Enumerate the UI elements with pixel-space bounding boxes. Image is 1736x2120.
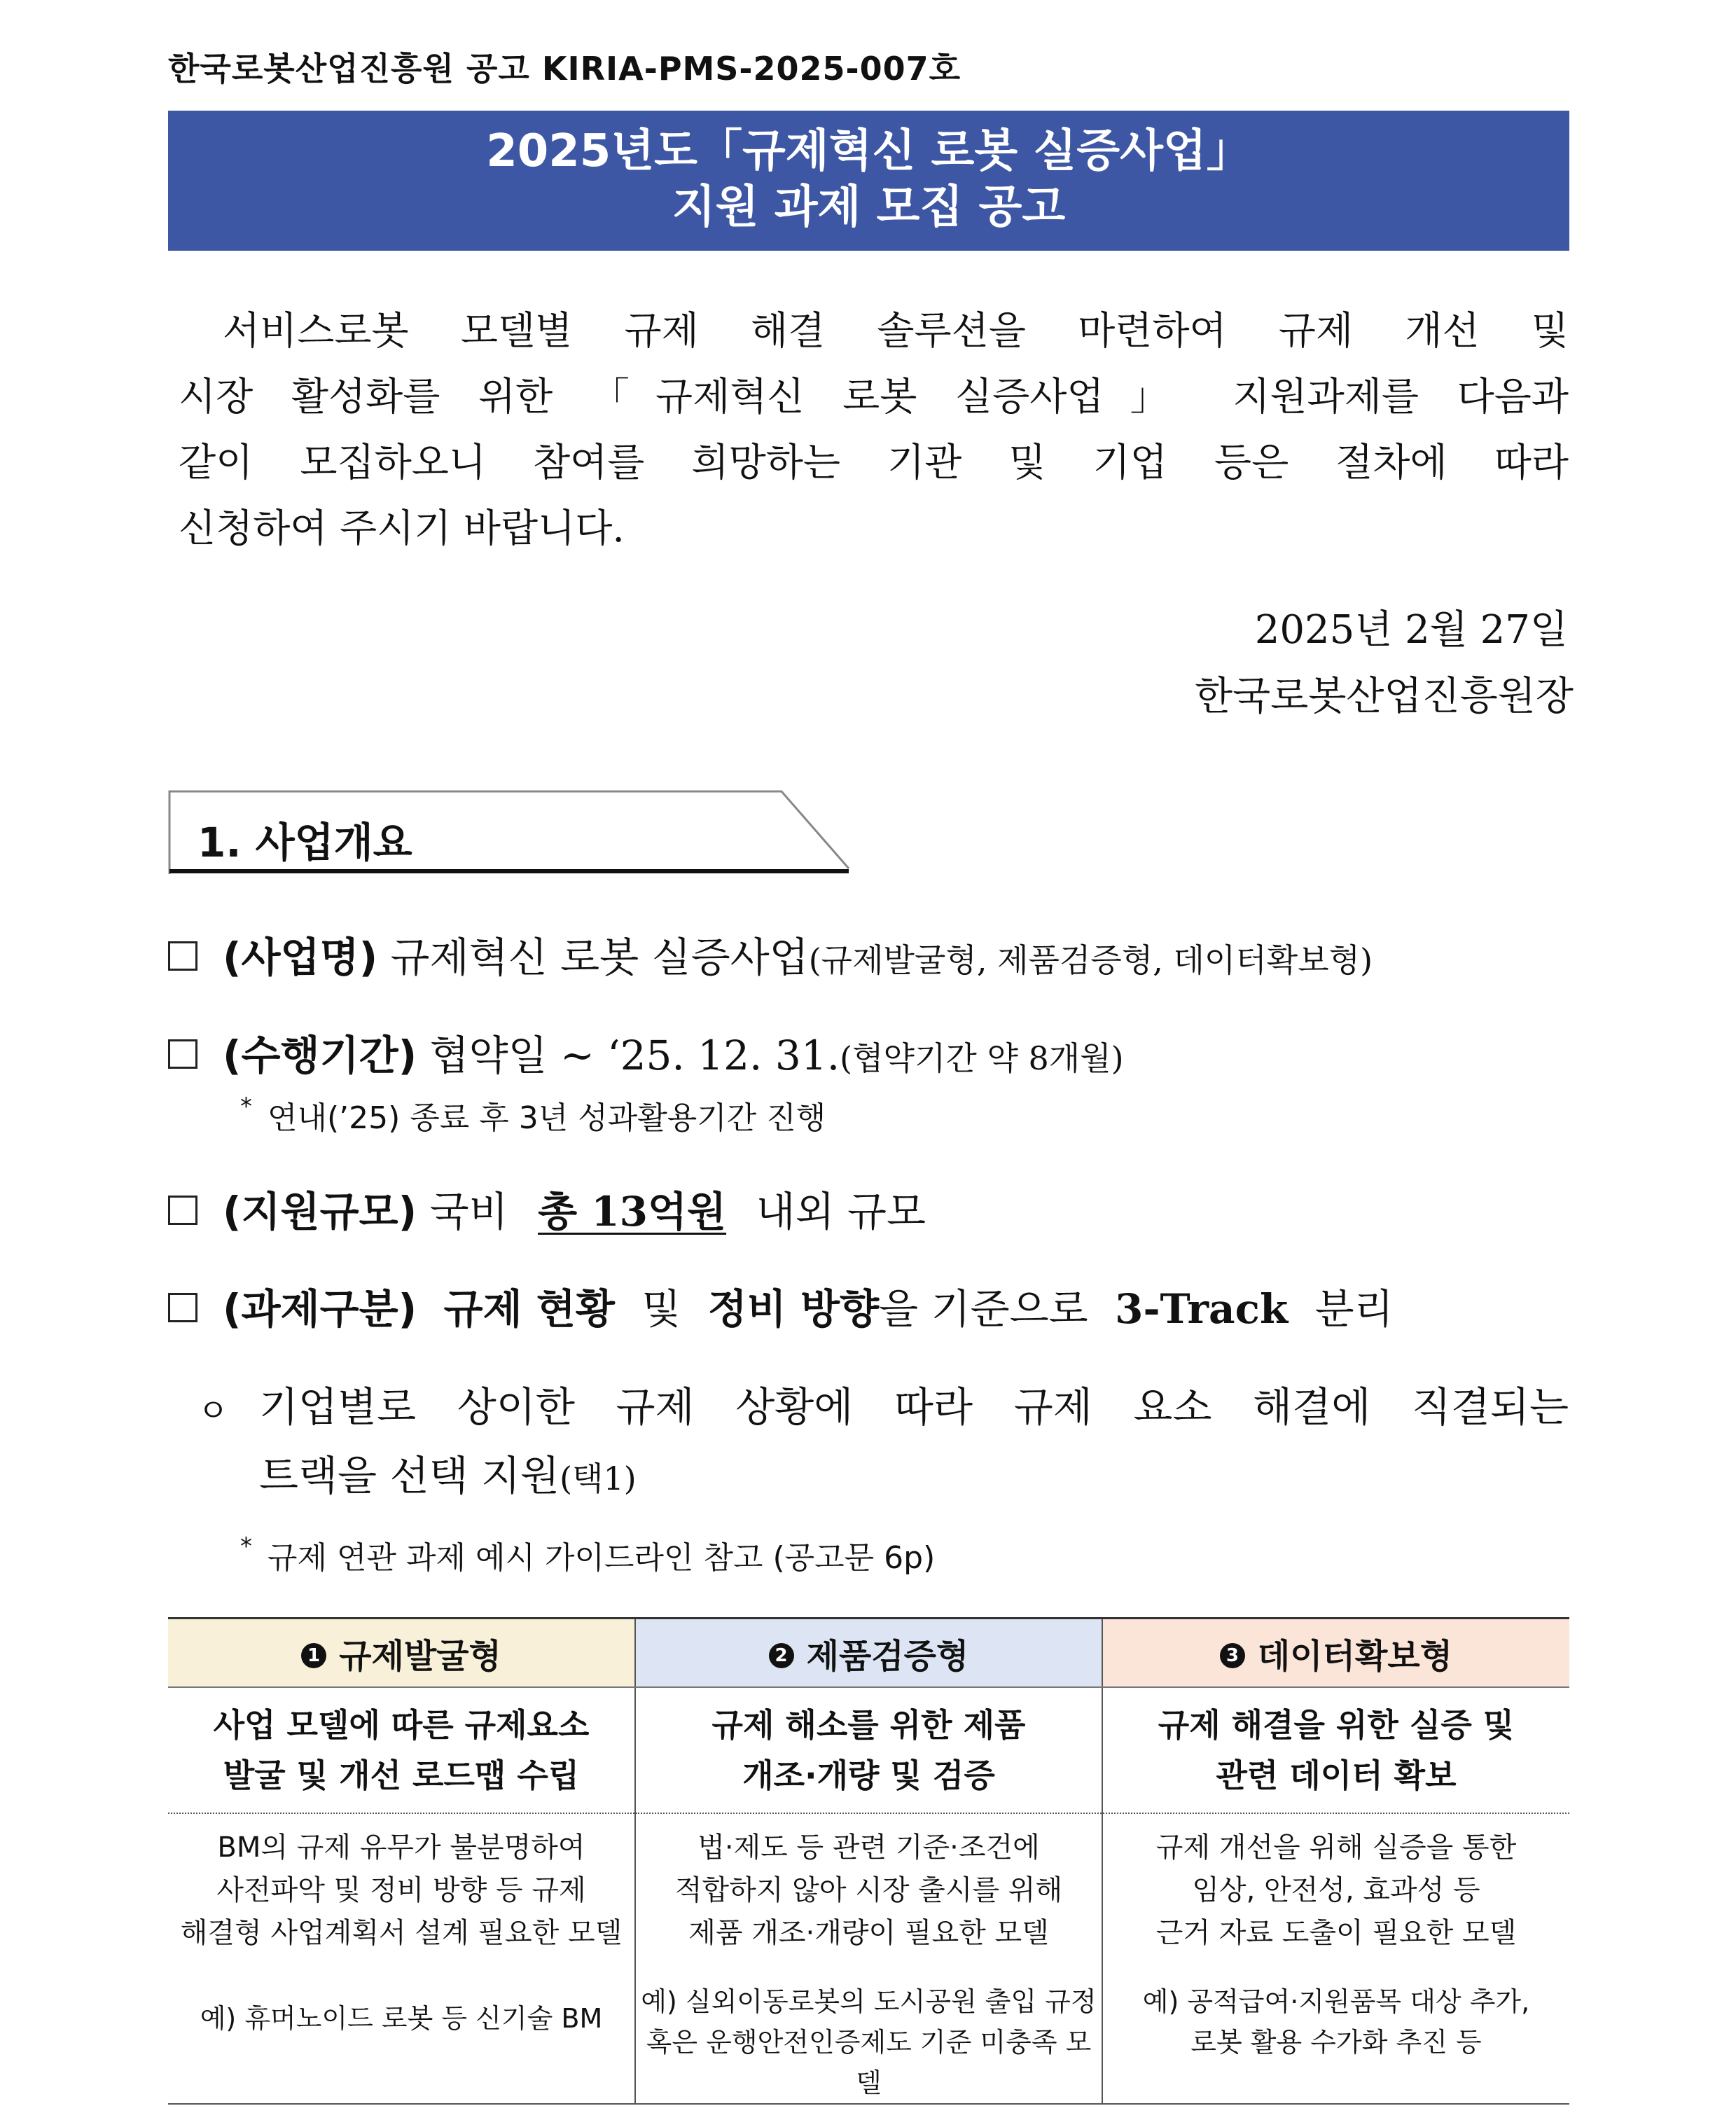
checkbox-square-icon [168, 1293, 197, 1322]
desc-line: 규제 개선을 위해 실증을 통한 [1155, 1831, 1517, 1864]
track-table [168, 1617, 1569, 2105]
summary-line: 발굴 및 개선 로드맵 수립 [223, 1757, 580, 1794]
number-circle-icon: 3 [1220, 1643, 1245, 1668]
desc-line: 임상, 안전성, 효과성 등 [1192, 1874, 1480, 1906]
desc-line: 법·제도 등 관련 기준·조건에 [697, 1831, 1040, 1864]
title-line-1: 2025년도「규제혁신 로봇 실증사업」 [486, 125, 1251, 177]
item-prefix: 국비 [429, 1188, 508, 1235]
item-category [168, 1276, 1394, 1335]
example-line: 로봇 활용 수가화 추진 등 [1190, 2027, 1482, 2058]
summary-line: 개조·개량 및 검증 [742, 1757, 995, 1794]
track-header-1 [168, 1619, 635, 1688]
summary-line: 사업 모델에 따른 규제요소 [213, 1706, 590, 1744]
example-line: 예) 공적급여·지원품목 대상 추가, [1142, 1986, 1530, 2017]
item-bold-2: 정비 방향 [707, 1285, 880, 1333]
example-line: 예) 실외이동로봇의 도시공원 출입 규정 [641, 1986, 1097, 2017]
item-value: 협약일 ~ ‘25. 12. 31. [429, 1032, 840, 1079]
checkbox-square-icon [168, 1196, 197, 1225]
guideline-note [240, 1532, 935, 1577]
intro-line-1: 서비스로봇 모델별 규제 해결 솔루션을 마련하여 규제 개선 및 [223, 308, 1569, 353]
period-note [240, 1093, 826, 1137]
desc-line: BM의 규제 유무가 불분명하여 [217, 1831, 585, 1864]
item-label: (수행기간) [223, 1032, 417, 1079]
item-text: 을 기준으로 [879, 1285, 1088, 1333]
desc-line: 해결형 사업계획서 설계 필요한 모델 [180, 1917, 623, 1949]
sub-bullet-line-1: 기업별로 상이한 규제 상황에 따라 규제 요소 해결에 직결되는 [259, 1383, 1569, 1431]
item-period [168, 1023, 1124, 1081]
sub-bullet-text: 트랙을 선택 지원 [259, 1452, 560, 1499]
track-desc-1 [168, 1813, 635, 2104]
sub-bullet-line-2 [259, 1443, 1569, 1502]
item-amount: 총 13억원 [538, 1188, 727, 1235]
asterisk-icon: * [240, 1532, 252, 1560]
intro-line-2: 시장 활성화를 위한 「규제혁신 로봇 실증사업」 지원과제를 다음과 [179, 374, 1569, 419]
desc-line: 제품 개조·개량이 필요한 모델 [688, 1917, 1049, 1949]
item-detail: (협약기간 약 8개월) [840, 1039, 1124, 1077]
track-summary-1 [168, 1687, 635, 1813]
track-summary-2 [635, 1687, 1102, 1813]
item-bold-1: 규제 현황 [443, 1285, 615, 1333]
item-value: 규제혁신 로봇 실증사업 [390, 934, 809, 981]
track-desc-row [168, 1813, 1569, 2104]
item-label: (과제구분) [223, 1285, 417, 1333]
note-text: 연내(’25) 종료 후 3년 성과활용기간 진행 [268, 1100, 826, 1136]
item-end: 분리 [1314, 1285, 1394, 1333]
track-desc-2 [635, 1813, 1102, 2104]
track-summary-row [168, 1687, 1569, 1813]
item-mid: 및 [641, 1285, 681, 1333]
announcement-date: 2025년 2월 27일 [1254, 607, 1568, 653]
item-detail: (규제발굴형, 제품검증형, 데이터확보형) [808, 941, 1373, 979]
track-name: 규제발굴형 [339, 1636, 501, 1676]
example-text [636, 1981, 1102, 2103]
example-line: 혹은 운행안전인증제도 기준 미충족 모델 [646, 2027, 1092, 2098]
summary-line: 관련 데이터 확보 [1216, 1757, 1457, 1794]
intro-line-4: 신청하여 주시기 바랍니다. [179, 506, 625, 550]
track-name: 데이터확보형 [1257, 1636, 1453, 1676]
checkbox-square-icon [168, 1039, 197, 1069]
example-line: 예) 휴머노이드 로봇 등 신기술 BM [200, 2003, 603, 2034]
item-bold-3: 3-Track [1115, 1285, 1289, 1333]
intro-line-3: 같이 모집하오니 참여를 희망하는 기관 및 기업 등은 절차에 따라 [179, 440, 1569, 485]
section-title: 1. 사업개요 [197, 819, 412, 866]
issuer-name: 한국로봇산업진흥원장 [1195, 674, 1574, 719]
track-summary-3 [1102, 1687, 1569, 1813]
section-header [168, 790, 868, 875]
title-line-2: 지원 과제 모집 공고 [672, 181, 1066, 233]
track-desc-3 [1102, 1813, 1569, 2104]
item-label: (지원규모) [223, 1188, 417, 1235]
sub-bullet-detail: (택1) [560, 1460, 637, 1497]
track-header-2 [635, 1619, 1102, 1688]
item-business-name [168, 924, 1373, 983]
desc-line: 근거 자료 도출이 필요한 모델 [1155, 1917, 1517, 1949]
summary-line: 규제 해결을 위한 실증 및 [1158, 1706, 1515, 1744]
checkbox-square-icon [168, 941, 197, 971]
item-label: (사업명) [223, 934, 378, 981]
summary-line: 규제 해소를 위한 제품 [711, 1706, 1026, 1744]
title-banner [168, 111, 1569, 251]
example-text [1103, 1981, 1569, 2063]
track-header-row [168, 1619, 1569, 1688]
desc-line: 적합하지 않아 시장 출시를 위해 [674, 1874, 1063, 1906]
number-circle-icon: 2 [769, 1643, 794, 1668]
item-scale [168, 1179, 926, 1238]
note-text: 규제 연관 과제 예시 가이드라인 참고 (공고문 6p) [268, 1540, 936, 1576]
announcement-ref: 한국로봇산업진흥원 공고 KIRIA-PMS-2025-007호 [168, 50, 961, 88]
number-circle-icon: 1 [301, 1643, 326, 1668]
track-header-3 [1102, 1619, 1569, 1688]
desc-line: 사전파악 및 정비 방향 등 규제 [216, 1874, 586, 1906]
example-text [168, 1998, 634, 2039]
sub-bullet-marker: ㅇ [197, 1392, 229, 1429]
item-suffix: 내외 규모 [756, 1188, 926, 1235]
asterisk-icon: * [240, 1093, 252, 1121]
track-name: 제품검증형 [806, 1636, 969, 1676]
